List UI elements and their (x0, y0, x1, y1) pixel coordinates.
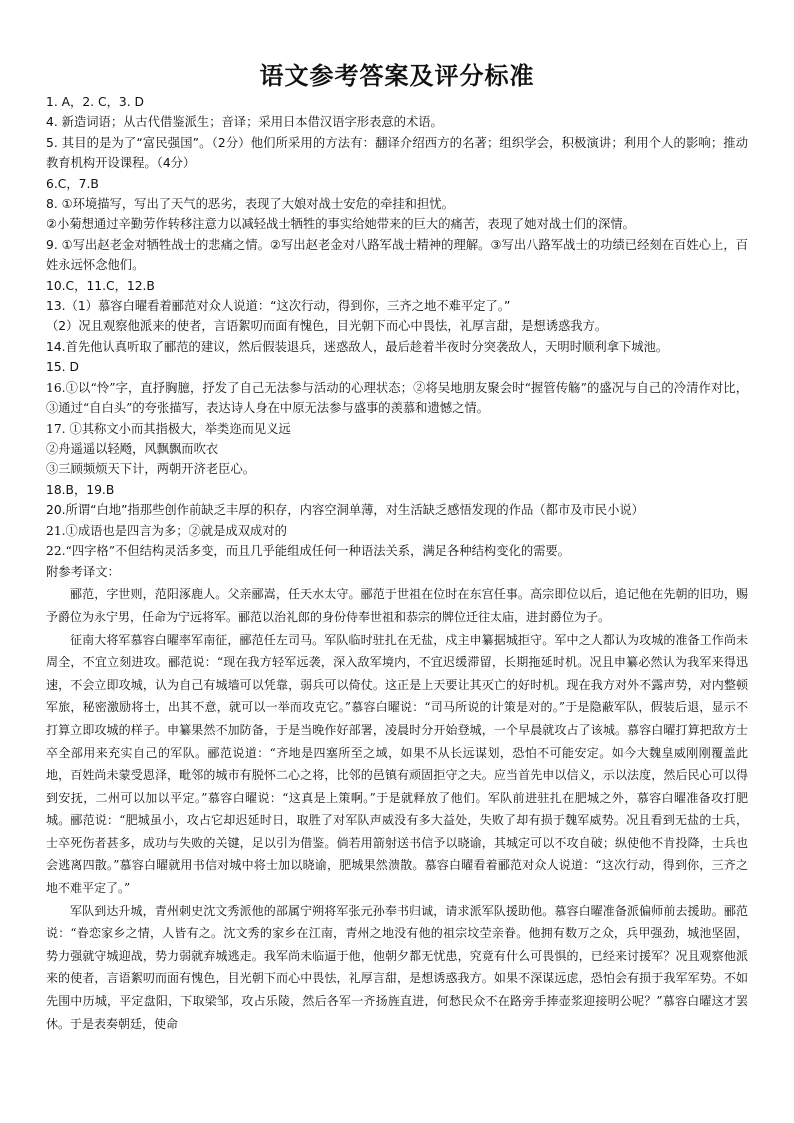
translation-paragraph: 征南大将军慕容白曜率军南征，郦范任左司马。军队临时驻扎在无盐，戍主申纂据城拒守。军中之人都认为攻城的准备工作尚未周全，不宜立刻进攻。郦范说：“现在我方轻军远袭，深入敌军境内，不宜迟缓滞留，长期拖延时机。况且申纂必然认为我军来得迅速，不会立即攻城，认为自己有城墙可以凭靠，弱兵可以倚仗。这正是上天要让其灭亡的好时机。现在我方对外不露声势，对内整顿军旅，秘密激励将士，出其不意，就可以一举而攻克它。”慕容白曜说：“司马所说的计策是对的。”于是隐蔽军队，假装后退，显示不打算立即攻城的样子。申纂果然不加防备，于是当晚作好部署，凌晨时分开始登城，一个早晨就攻占了该城。慕容白曜打算把敌方士卒全部用来充实自己的军队。郦范说道：“齐地是四塞所至之域，如果不从长远谋划，恐怕不可能安定。如今大魏皇威刚刚覆盖此地，百姓尚未蒙受恩泽，毗邻的城市有脱怀二心之将，比邻的邑镇有顽固拒守之夫。应当首先申以信义，示以法度，然后民心可以得到安抚，二州可以加以平定。”慕容白曜说：“这真是上策啊。”于是就释放了他们。军队前进驻扎在肥城之外，慕容白曜准备攻打肥城。郦范说：“肥城虽小，攻占它却迟延时日，取胜了对军队声威没有多大益处，失败了却有损于魏军威势。况且看到无盐的士兵，士卒死伤者甚多，成功与失败的关键，足以引为借鉴。倘若用箭射送书信予以晓谕，其城定可以不攻自破；纵使他不肯投降，士兵也会逃离四散。”慕容白曜就用书信对城中将士加以晓谕，肥城果然溃散。慕容白曜看着郦范对众人说道：“这次行动，得到你，三齐之地不难平定了。” (46, 632, 748, 896)
answer-item: 10.C，11.C，12.B (46, 278, 155, 293)
answer-item: 9. ①写出赵老金对牺牲战士的悲痛之情。②写出赵老金对八路军战士精神的理解。③写出八路军战士的功绩已经刻在百姓心上，百姓永远怀念他们。 (46, 237, 748, 273)
answer-item: 8. ①环境描写，写出了天气的恶劣，表现了大娘对战士安危的牵挂和担忧。 (46, 197, 454, 212)
answer-item: 18.B，19.B (46, 482, 115, 497)
answer-item: 5. 其目的是为了“富民强国”。（2分）他们所采用的方法有：翻译介绍西方的名著；组织学会，积极演讲；利用个人的影响；推动教育机构开设课程。（4分） (46, 135, 748, 171)
answer-item: ③三顾频烦天下计，两朝开济老臣心。 (46, 462, 256, 477)
answer-item: 15. D (46, 360, 79, 375)
answer-item: 6.C，7.B (46, 176, 99, 191)
answer-body (46, 92, 748, 1035)
appendix-label: 附参考译文： (46, 565, 120, 580)
answer-item: 14.首先他认真听取了郦范的建议，然后假装退兵，迷惑敌人，最后趁着半夜时分突袭敌人，天明时顺利拿下城池。 (46, 339, 669, 354)
answer-item: ②小菊想通过辛勤劳作转移注意力以减轻战士牺牲的事实给她带来的巨大的痛苦，表现了她对战士们的深情。 (46, 217, 635, 232)
answer-item: 16.①以“怜”字，直抒胸臆，抒发了自己无法参与活动的心理状态；②将吴地朋友聚会时“握管传觞”的盛况与自己的冷清作对比，③通过“自白头”的夸张描写，表达诗人身在中原无法参与盛事的羡慕和遗憾之情。 (46, 380, 748, 416)
answer-item: （2）况且观察他派来的使者，言语絮叨而面有愧色，目光朝下而心中畏怯，礼厚言甜，是想诱惑我方。 (46, 319, 608, 334)
page-title: 语文参考答案及评分标准 (259, 61, 535, 90)
answer-item: ②舟遥遥以轻飏，风飘飘而吹衣 (46, 441, 219, 456)
answer-item: 21.①成语也是四言为多；②就是成双成对的 (46, 523, 287, 538)
answer-item: 17. ①其称文小而其指极大，举类迩而见义远 (46, 421, 291, 436)
translation-paragraph: 军队到达升城，青州刺史沈文秀派他的部属宁朔将军张元孙奉书归诚，请求派军队援助他。慕容白曜准备派偏师前去援助。郦范说：“眷恋家乡之情，人皆有之。沈文秀的家乡在江南，青州之地没有他的祖宗坟茔亲眷。他拥有数万之众，兵甲强劲，城池坚固，势力强就守城迎战，势力弱就弃城逃走。我军尚未临逼于他，他朝夕都无忧患，究竟有什么可畏惧的，已经来讨援军？况且观察他派来的使者，言语絮叨而面有愧色，目光朝下而心中畏怯，礼厚言甜，是想诱惑我方。如果不深谋远虑，恐怕会有损于我军军势。不如先围中历城，平定盘阳，下取梁邹，攻占乐陵，然后各军一齐扬旌直进，何愁民众不在路旁手捧壶浆迎接明公呢？”慕容白曜这才罢休。于是表奏朝廷，使命 (46, 903, 748, 1031)
answer-item: 22.“四字格”不但结构灵活多变，而且几乎能组成任何一种语法关系，满足各种结构变化的需要。 (46, 543, 571, 558)
translation-paragraph: 郦范，字世则，范阳涿鹿人。父亲郦嵩，任天水太守。郦范于世祖在位时在东宫任事。高宗即位以后，追记他在先朝的旧功，赐予爵位为永宁男，任命为宁远将军。郦范以治礼郎的身份侍奉世祖和恭宗的牌位迁往太庙，进封爵位为子。 (46, 587, 748, 624)
answer-item: 1. A，2. C，3. D (46, 95, 144, 109)
answer-item: 4. 新造词语；从古代借鉴派生；音译；采用日本借汉语字形表意的术语。 (46, 115, 443, 130)
answer-item: 13.（1）慕容白曜看着郦范对众人说道：“这次行动，得到你，三齐之地不难平定了。” (46, 299, 511, 314)
answer-item: 20.所谓“白地”指那些创作前缺乏丰厚的积存，内容空洞单薄，对生活缺乏感悟发现的作品（都市及市民小说） (46, 503, 644, 518)
